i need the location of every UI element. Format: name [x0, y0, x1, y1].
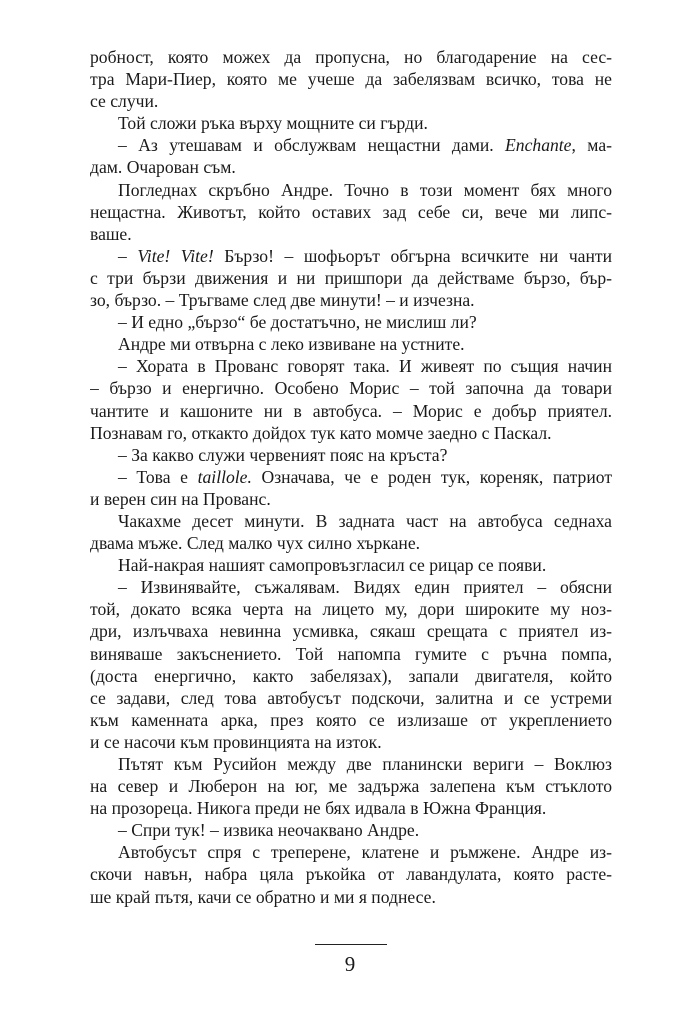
text-line: дам. Очарован съм.	[90, 157, 236, 178]
page-number: 9	[344, 952, 356, 976]
text-run: – Аз утешавам и обслужвам нещастни дами.	[118, 135, 506, 156]
text-line: – За какво служи червеният пояс на кръста?	[118, 444, 448, 465]
text-line: – И едно „бързо“ бе достатъчно, не мислиш ли?	[118, 312, 477, 333]
text-line: на прозореца. Никога преди не бях идвала в Южна Франция.	[90, 798, 547, 819]
text-line: Познавам го, откакто дойдох тук като момче заедно с Паскал.	[90, 422, 552, 443]
text-run: Означава, че е роден тук, кореняк, патриот	[251, 466, 612, 487]
text-line: Чакахме десет минути. В задната част на автобуса седнаха	[118, 510, 612, 531]
italic-foreign-word: Vite! Vite!	[137, 245, 214, 266]
text-line: ваше.	[90, 223, 132, 244]
text-line: Най-накрая нашият самопровъзгласил се рицар се появи.	[118, 555, 547, 576]
text-line: нещастна. Животът, който оставих зад себе си, вече ми липс-	[90, 201, 612, 222]
text-line: – Спри тук! – извика неочаквано Андре.	[118, 820, 420, 841]
text-line	[90, 245, 612, 267]
text-line: – Хората в Прованс говорят така. И живеят по същия начин	[118, 356, 612, 377]
text-line: се задави, след това автобусът подскочи, залитна и се устреми	[90, 687, 612, 708]
text-line: тра Мари-Пиер, която ме учеше да забелязвам всичко, това не	[90, 69, 612, 90]
text-line: ше край пътя, качи се обратно и ми я поднесе.	[90, 886, 436, 907]
text-line: с три бързи движения и ни пришпори да действаме бързо, бър-	[90, 267, 612, 288]
text-line: Той сложи ръка върху мощните си гърди.	[118, 113, 428, 134]
text-line: Автобусът спря с треперене, клатене и ръмжене. Андре из-	[118, 842, 612, 863]
text-line: – бързо и енергично. Особено Морис – той започна да товари	[90, 378, 612, 399]
text-line: робност, която можех да пропусна, но благодарение на сес-	[90, 47, 612, 67]
text-line: към каменната арка, през която се излизаше от укреплението	[90, 709, 612, 730]
text-line: на север и Люберон на юг, ме задържа залепена към стъклото	[90, 776, 612, 797]
text-line: зо, бързо. – Тръгваме след две минути! – и изчезна.	[90, 290, 475, 311]
text-run: –	[118, 245, 138, 266]
text-line	[90, 134, 612, 156]
text-line: и се насочи към провинцията на изток.	[90, 731, 382, 752]
text-line: се случи.	[90, 91, 159, 112]
italic-foreign-word: taillole.	[197, 466, 252, 487]
text-line: Пътят към Русийон между две планински вериги – Воклюз	[118, 754, 612, 774]
text-line: виняваше закъснението. Той напомпа гумите с ръчна помпа,	[90, 643, 612, 664]
italic-foreign-word: Enchante	[505, 135, 572, 156]
text-line: – Извинявайте, съжалявам. Видях един приятел – обясни	[118, 577, 612, 598]
text-run: – Това е	[118, 466, 198, 487]
text-line: Погледнах скръбно Андре. Точно в този момент бях много	[118, 179, 612, 200]
body-text	[90, 46, 612, 908]
text-line: и верен син на Прованс.	[90, 488, 271, 509]
text-line: скочи навън, набра цяла ръкойка от лавандулата, която расте-	[90, 864, 612, 885]
text-line: той, докато всяка черта на лицето му, дори широките му ноз-	[90, 599, 612, 620]
text-line: двама мъже. След малко чух силно хъркане.	[90, 533, 421, 554]
text-line	[90, 466, 612, 488]
page-number-rule	[315, 944, 387, 945]
text-line: чантите и кашоните ни в автобуса. – Морис е добър приятел.	[90, 400, 612, 421]
text-line: Андре ми отвърна с леко извиване на устните.	[118, 334, 465, 355]
text-run: Бързо! – шофьорът обгърна всичките ни чанти	[213, 245, 612, 266]
text-line: дри, излъчваха невинна усмивка, сякаш срещата с приятел из-	[90, 621, 612, 642]
text-line: (доста енергично, както забелязах), запали двигателя, който	[90, 665, 612, 686]
text-run: , ма-	[571, 135, 612, 156]
